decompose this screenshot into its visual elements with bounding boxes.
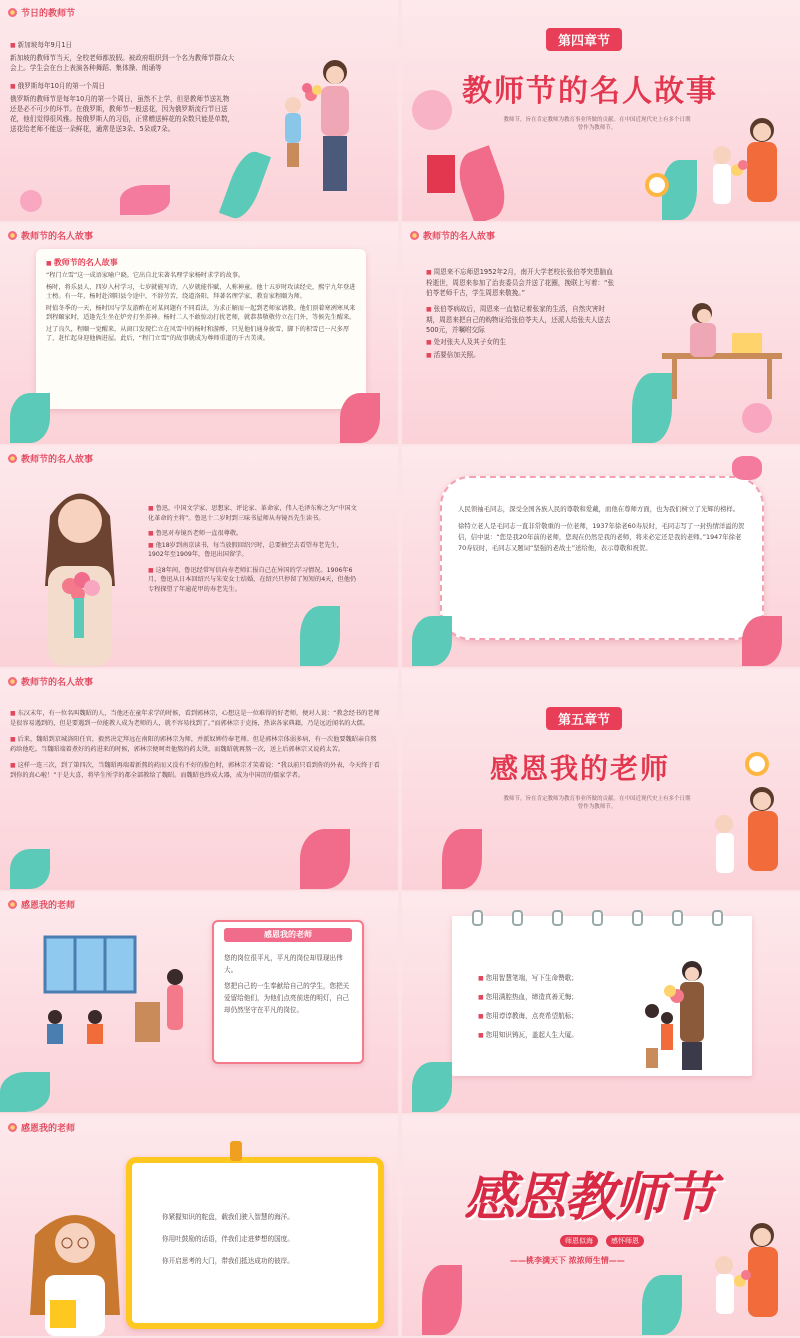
header-dot-icon xyxy=(8,900,17,909)
notebook-card xyxy=(452,916,752,1076)
paragraph: ■ 张伯苓病故后，周恩来一直惦记着张家的生活，自然灾害时期，周恩来把自己的购物证给张伯苓夫人，还派人给张夫人送去500元，并嘱咐交际 xyxy=(426,304,616,335)
paragraph: ■ 活要倍加关照。 xyxy=(426,350,616,361)
line: 你紧握知识的舵盘，载我们驶入智慧的海洋。 xyxy=(162,1213,294,1221)
paragraph: ■ 处对张夫人及其子女的生 xyxy=(426,337,616,348)
paragraph: ■ 鲁迅，中国文学家、思想家、评论家、革命家，伟人毛泽东称之为“中国文化革命的主将”。鲁迅十二岁时到三味书屋师从寿镜吾先生读书。 xyxy=(148,504,358,523)
paragraph: ■ 他18岁到南京读书，每当放假回绍兴时，总要抽空去看望寿老先生，1902年至1909年，鲁迅出国留学。 xyxy=(148,541,358,560)
flower-decoration xyxy=(742,403,772,433)
leaf-decoration xyxy=(340,393,380,443)
paragraph: 您的岗位很平凡，平凡的岗位却显现出伟大。 xyxy=(224,954,343,974)
line: ■ 您用智慧笔端，写下生命赞歌； xyxy=(478,970,618,987)
paragraph: ■ 周恩来不忘师恩1952年2月，南开大学老校长张伯苓突患脑血栓逝世，周恩来参加了治丧委员会并送了花圈，挽联上写着：“张伯苓老师千古，学生周恩来敬挽。” xyxy=(426,267,616,298)
bow-icon xyxy=(732,456,762,480)
paragraph: 您把自己的一生奉献给自己的学生，您把关爱留给他们，为他们点亮前进的明灯，自己却仍然坚守在平凡的岗位。 xyxy=(224,982,350,1014)
teacher-with-child-illustration xyxy=(255,50,375,210)
line: ■ 您用满腔热血，缔造真善无悔； xyxy=(478,989,618,1006)
teacher-with-student-illustration xyxy=(702,1215,797,1335)
slide-11[interactable] xyxy=(0,1115,398,1336)
slide-header xyxy=(8,1121,75,1134)
slide-header xyxy=(8,229,93,242)
clip-icon xyxy=(230,1141,242,1161)
paragraph: 过了良久，程颐一觉醒来，从窗口发现伫立在风雪中的杨时和游酢，只见他们通身披雪，脚下的积雪已一尺多厚了，赶忙起身迎他俩进屋。此后，“程门立雪”的故事就成为尊师重道的千古美谈。 xyxy=(46,325,350,342)
slide-10[interactable] xyxy=(402,892,800,1113)
header-title: 教师节的名人故事 xyxy=(21,232,94,242)
header-title: 感恩我的老师 xyxy=(21,1124,76,1134)
leaf-decoration xyxy=(642,1275,682,1335)
leaf-decoration xyxy=(10,849,50,889)
header-dot-icon xyxy=(8,231,17,240)
card-text xyxy=(478,970,618,1046)
slide-subtitle: 教师节，旨在肯定教师为教育事业所做的贡献。在中国近现代史上有多个日期曾作为教师节。 xyxy=(503,796,691,810)
slide-9[interactable] xyxy=(0,892,398,1113)
slide-header xyxy=(8,6,75,19)
story-card xyxy=(36,249,366,409)
header-title: 感恩我的老师 xyxy=(21,901,76,911)
cover-tag: 师恩似海 xyxy=(560,1235,598,1247)
paragraph: ■ 东汉末年，有一位名叫魏昭的人，当他还在童年求学的时候，看到郭林宗，心想这是一位难得的好老师，便对人说：“教念经书的老师是很容易遇到的，但是要遇到一位能教人成为老师的人，就不容易找到了。”而郭林宗于克扬，热读各家典籍，乃是远近闻名的大儒。 xyxy=(10,709,380,729)
notebook-ring-icon xyxy=(512,910,523,926)
cover-title: 感恩教师节 xyxy=(464,1167,715,1228)
content-text xyxy=(148,504,358,596)
message-card xyxy=(440,476,764,640)
card-text xyxy=(162,1207,352,1273)
paragraph: ■ 这8年间，鲁迅经常写信向寿老师汇报自己在异国的学习情况。1906年6月，鲁迅从日本回绍兴与朱安女士结婚，在绍兴只停留了短短的4天，但他仍专程探望了年逾花甲的寿老先生。 xyxy=(148,566,358,595)
leaf-decoration xyxy=(742,616,782,666)
content-text xyxy=(426,267,616,363)
bullet-title: ■ 俄罗斯每年10月的第一个周日 xyxy=(10,81,235,92)
message-card xyxy=(212,920,364,1064)
paragraph: ■ 鲁迅对寿镜吾老师一直很尊敬。 xyxy=(148,529,358,539)
card-text xyxy=(458,504,748,556)
paragraph: 俄罗斯的教师节是每年10月的第一个周日，虽然不上学，但是教师节送礼物还是必不可少的环节。在俄罗斯，教师节一般送花，因为俄罗斯流行节日送花，他们觉得很风雅。按俄罗斯人的习俗，正常赠送鲜花的朵数只能是单数，送花给老师不能送一朵鲜花，通常是送3朵、5朵或7朵。 xyxy=(10,95,235,133)
slide-4[interactable] xyxy=(402,223,800,444)
header-title: 教师节的名人故事 xyxy=(423,232,496,242)
notebook-ring-icon xyxy=(712,910,723,926)
notebook-ring-icon xyxy=(632,910,643,926)
notebook-ring-icon xyxy=(472,910,483,926)
teacher-with-children-illustration xyxy=(622,956,742,1071)
slide-7[interactable] xyxy=(0,669,398,890)
alarm-clock-icon xyxy=(642,170,672,200)
slide-header xyxy=(410,229,495,242)
leaf-decoration xyxy=(300,606,340,666)
leaf-decoration xyxy=(412,1062,452,1112)
slide-header xyxy=(8,452,93,465)
cover-tags xyxy=(560,1235,644,1247)
card-title: ■ 教师节的名人故事 xyxy=(46,257,118,268)
slide-header xyxy=(8,898,75,911)
content-text xyxy=(10,40,235,136)
card-title: 感恩我的老师 xyxy=(224,928,352,942)
woman-with-bouquet-illustration xyxy=(20,476,140,666)
paragraph: “程门立雪”这一成语家喻户晓。它出自北宋著名理学家杨时求学的故事。 xyxy=(46,272,245,279)
bullet-title: ■ 新加坡每年9月1日 xyxy=(10,40,235,51)
slide-3[interactable] xyxy=(0,223,398,444)
classroom-illustration xyxy=(35,932,195,1062)
leaf-decoration xyxy=(632,373,672,443)
line: 你开启思考的大门，带我们抵达成功的彼岸。 xyxy=(162,1257,294,1265)
leaf-decoration xyxy=(442,829,482,889)
leaf-decoration xyxy=(300,829,350,889)
line: 你用吐鼓励的话语，伴我们走进梦想的国度。 xyxy=(162,1235,294,1243)
slide-5[interactable] xyxy=(0,446,398,667)
flower-decoration xyxy=(20,190,42,212)
teacher-with-student-illustration xyxy=(697,110,797,220)
leaf-decoration xyxy=(120,185,170,215)
message-card xyxy=(126,1157,384,1329)
chapter-badge: 第五章节 xyxy=(546,707,622,730)
paragraph: 徐特立老人是毛同志一直非常敬重的一位老师，1937年徐老60寿辰时，毛同志写了一封热情洋溢的贺信，信中说：“您是我20年前的老师，您现在仍然是我的老师，将来必定还是我的老师。”1947年徐老70寿辰时，毛同志又题词“坚强的老战士”送给他，表示尊敬和祝贺。 xyxy=(458,522,745,552)
content-text xyxy=(10,709,380,783)
line: ■ 您用谆谆教诲，点亮希望航标； xyxy=(478,1008,618,1025)
leaf-decoration xyxy=(422,1265,462,1335)
cover-slogan: ——桃李满天下 浓浓师生情—— xyxy=(510,1256,625,1265)
notebook-ring-icon xyxy=(672,910,683,926)
paragraph: ■ 这样一连三次，到了第四次，当魏昭再端着新熬的药而又没有不好的脸色时，郭林宗才笑着说：“我以前只看到你的外表，今天终于看到你的真心啦！”于是大喜，将毕生所学的都全部教给了魏昭。而魏昭也终成大器，成为中国历的儒家学者。 xyxy=(10,761,380,781)
notebook-ring-icon xyxy=(592,910,603,926)
header-title: 教师节的名人故事 xyxy=(21,678,94,688)
leaf-decoration xyxy=(0,1072,50,1112)
cover-tag: 感怀师恩 xyxy=(606,1235,644,1247)
slide-8[interactable] xyxy=(402,669,800,890)
teacher-with-glasses-illustration xyxy=(20,1205,130,1336)
slide-6[interactable] xyxy=(402,446,800,667)
book-icon xyxy=(422,150,462,200)
paragraph: 时值冬季的一天，杨时因与学友游酢在对某问题有不同看法，为求正解而一起到老师家请教。他们顶着寒冽寒风来到程颐家时，适逢先生坐在炉旁打坐养神。杨时二人不敢惊动打扰老师，就恭恭敬敬侍立在门外，等候先生醒来。 xyxy=(46,304,356,321)
slide-1[interactable] xyxy=(0,0,398,221)
chapter-badge: 第四章节 xyxy=(546,28,622,51)
slide-header xyxy=(8,675,93,688)
paragraph: 杨时，将乐县人，四岁入村学习，七岁就能写诗，八岁就能作赋，人称神童。他十五岁时攻读经史，熙宁九年登进士榜。有一年，杨时赴浏阳县令途中，不辞劳苦，绕道洛阳，拜著名理学家、教育家程颐为师。 xyxy=(46,283,356,300)
header-dot-icon xyxy=(410,231,419,240)
header-title: 节日的教师节 xyxy=(21,9,76,19)
line: ■ 您用知识铸瓦，盖起人生大厦。 xyxy=(478,1027,618,1044)
card-text xyxy=(46,271,358,346)
paragraph: 新加坡的教师节当天，全校老师都放假。被政府组织到一个名为教师节群众大会上。学生会在台上表演各种舞蹈、集体操、朗诵等 xyxy=(10,54,235,72)
header-dot-icon xyxy=(8,1123,17,1132)
slide-title: 感恩我的老师 xyxy=(490,752,671,785)
slide-2[interactable] xyxy=(402,0,800,221)
header-dot-icon xyxy=(8,8,17,17)
alarm-clock-icon xyxy=(742,749,772,779)
notebook-ring-icon xyxy=(552,910,563,926)
paragraph: ■ 后来，魏昭到京城洛阳任官，毅然决定拜远在南阳的郭林宗为师，并派奴婢侍奉老师。但是郭林宗体弱多病，有一次他要魏昭亲自熬药给他吃。当魏昭端着煮好的药进来的时候，郭林宗便呵责他熬的药太烫，而魏昭就再熬一次，送上后郭林宗又说药太苦。 xyxy=(10,735,380,755)
header-dot-icon xyxy=(8,454,17,463)
flower-decoration xyxy=(412,90,452,130)
header-dot-icon xyxy=(8,677,17,686)
leaf-decoration xyxy=(412,616,452,666)
slide-subtitle: 教师节，旨在肯定教师为教育事业所做的贡献。在中国近现代史上有多个日期曾作为教师节。 xyxy=(503,117,691,131)
card-text xyxy=(224,952,352,1018)
slide-12[interactable] xyxy=(402,1115,800,1336)
slide-title: 教师节的名人故事 xyxy=(462,74,718,109)
header-title: 教师节的名人故事 xyxy=(21,455,94,465)
leaf-decoration xyxy=(10,393,50,443)
paragraph: 人民领袖毛同志，深受全国各族人民的尊敬和爱戴，而他在尊师方面，也为我们树立了光辉的榜样。 xyxy=(458,505,740,513)
teacher-with-student-illustration xyxy=(702,779,797,889)
